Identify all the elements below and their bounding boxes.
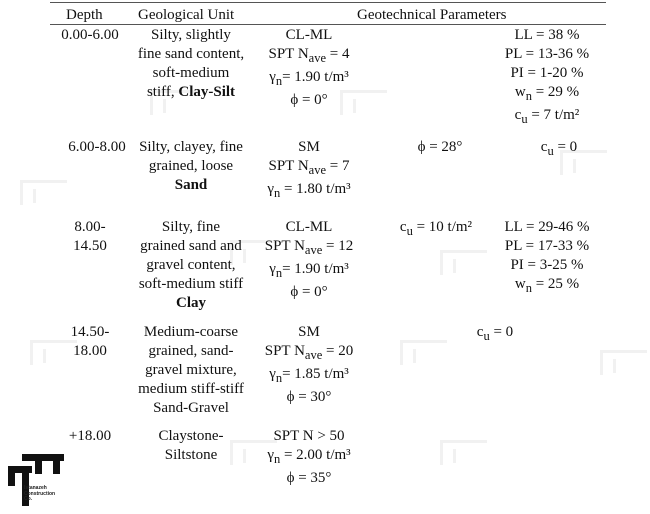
- watermark-mark: [440, 250, 487, 275]
- header-geological-unit: Geological Unit: [138, 7, 235, 23]
- row4-soil-parameters: SM SPT $N_{ave} = 20$ $\gamma_n= 1.85$ t/m³ ϕ = 30°: [264, 324, 354, 405]
- row3-geological-unit: Silty, fine grained sand and gravel content, soft-medium stiff Clay: [128, 218, 254, 313]
- row4-undrained-shear: $c_u = 0$: [476, 324, 514, 343]
- header-depth: Depth: [66, 7, 103, 23]
- unit-name: Sand: [174, 177, 208, 193]
- row2-depth: 6.00-8.00: [68, 139, 126, 155]
- row2-friction-angle: ϕ = 28°: [417, 139, 463, 155]
- header-rule: [50, 24, 606, 25]
- row5-geological-unit: Claystone- Siltstone: [158, 428, 224, 463]
- row2-geological-unit: Silty, clayey, fine grained, loose Sand: [128, 138, 254, 195]
- row3-index-parameters: LL = 29-46 % PL = 17-33 % PI = 3-25 % $w_n = 25$ %: [504, 219, 590, 295]
- header-geotechnical-parameters: Geotechnical Parameters: [357, 7, 507, 23]
- row1-depth: 0.00-6.00: [61, 27, 119, 43]
- row5-depth: +18.00: [68, 428, 112, 444]
- company-logo-text: Istanazeh Construction Co.: [24, 485, 56, 502]
- row1-geological-unit: Silty, slightly fine sand content, soft-medium stiff, Clay-Silt: [137, 27, 245, 100]
- row3-undrained-shear: $c_u = 10$ t/m²: [399, 219, 473, 238]
- row1-soil-parameters: CL-ML SPT $N_{ave} = 4$ $\gamma_n= 1.90$ t/m³ ϕ = 0°: [268, 27, 350, 108]
- watermark-mark: [600, 350, 647, 375]
- row3-soil-parameters: CL-ML SPT $N_{ave} = 12$ $\gamma_n= 1.90$ t/m³ ϕ = 0°: [264, 219, 354, 300]
- row2-soil-parameters: SM SPT $N_{ave} = 7$ $\gamma_n = 1.80$ t/m³: [267, 139, 351, 200]
- watermark-mark: [20, 180, 67, 205]
- unit-name: Clay: [176, 295, 206, 311]
- row5-soil-parameters: SPT N > 50 $\gamma_n = 2.00$ t/m³ ϕ = 35°: [267, 428, 351, 486]
- unit-name: Clay-Silt: [178, 84, 236, 100]
- watermark-mark: [400, 340, 447, 365]
- top-rule: [50, 2, 606, 3]
- row4-depth: 14.50- 18.00: [70, 324, 110, 359]
- row1-index-parameters: LL = 38 % PL = 13-36 % PI = 1-20 % $w_n = 29$ % $c_u = 7$ t/m²: [504, 27, 590, 126]
- row3-depth: 8.00- 14.50: [73, 219, 107, 254]
- row4-geological-unit: Medium-coarse grained, sand- gravel mixture, medium stiff-stiff Sand-Gravel: [138, 324, 244, 416]
- row2-undrained-shear: $c_u = 0$: [540, 139, 578, 158]
- watermark-mark: [440, 440, 487, 465]
